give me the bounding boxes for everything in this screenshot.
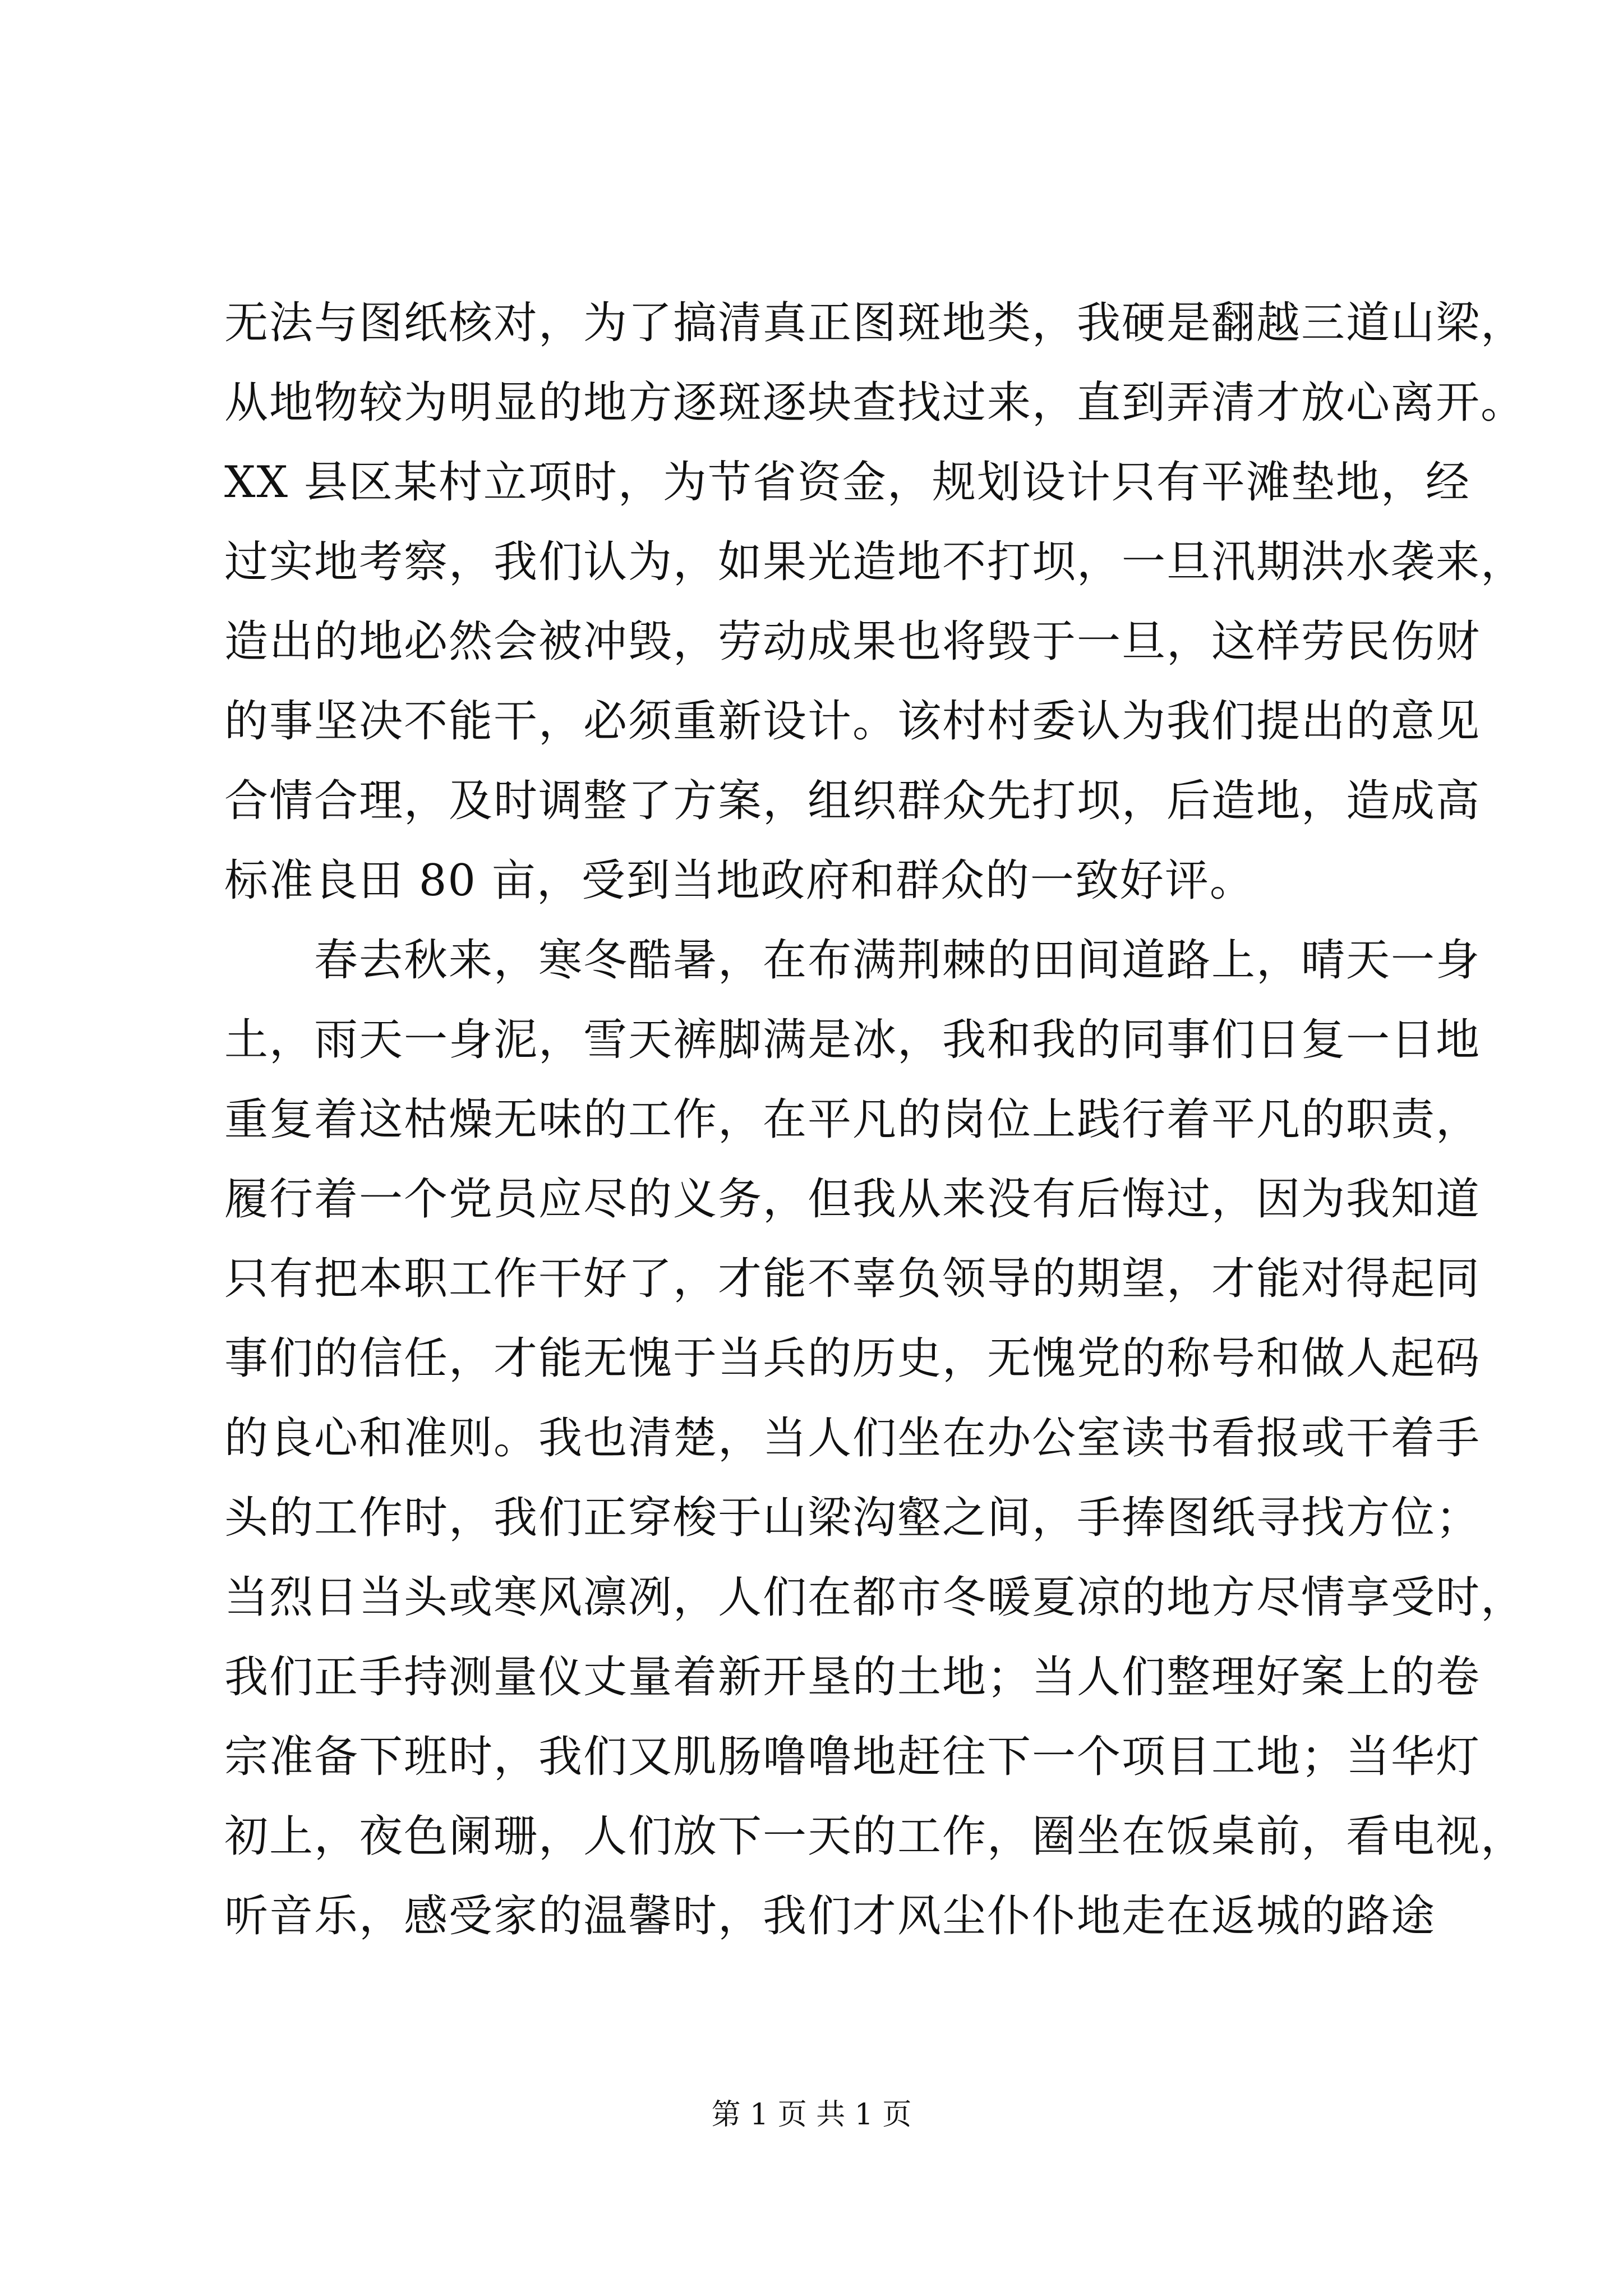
text-line: 听音乐，感受家的温馨时，我们才风尘仆仆地走在返城的路途 xyxy=(224,1891,1436,1941)
text-line: 我们正手持测量仪丈量着新开垦的土地；当人们整理好案上的卷 xyxy=(224,1652,1481,1703)
text-line: 的良心和准则。我也清楚，当人们坐在办公室读书看报或干着手 xyxy=(224,1413,1481,1464)
text-line: 从地物较为明显的地方逐斑逐块查找过来，直到弄清才放心离开。 xyxy=(224,378,1526,428)
text-line: 重复着这枯燥无味的工作，在平凡的岗位上践行着平凡的职责， xyxy=(224,1094,1481,1145)
text-line: 事们的信任，才能无愧于当兵的历史，无愧党的称号和做人起码 xyxy=(224,1333,1481,1384)
text-line: 春去秋来，寒冬酷暑，在布满荆棘的田间道路上，晴天一身 xyxy=(314,935,1481,986)
text-line: 标准良田 80 亩，受到当地政府和群众的一致好评。 xyxy=(224,855,1255,906)
body-text xyxy=(224,283,1526,1956)
text-line: 过实地考察，我们认为，如果光造地不打坝，一旦汛期洪水袭来， xyxy=(224,537,1526,587)
text-line: 无法与图纸核对，为了搞清真正图斑地类，我硬是翻越三道山梁， xyxy=(224,298,1526,348)
text-line: 履行着一个党员应尽的义务，但我从来没有后悔过，因为我知道 xyxy=(224,1174,1481,1225)
text-line: 宗准备下班时，我们又肌肠噜噜地赶往下一个项目工地；当华灯 xyxy=(224,1732,1481,1782)
text-line: XX 县区某村立项时，为节省资金，规划设计只有平滩垫地，经 xyxy=(224,457,1470,508)
text-line: 土，雨天一身泥，雪天裤脚满是冰，我和我的同事们日复一日地 xyxy=(224,1015,1481,1065)
text-line: 初上，夜色阑珊，人们放下一天的工作，圈坐在饭桌前，看电视， xyxy=(224,1811,1526,1862)
text-line: 造出的地必然会被冲毁，劳动成果也将毁于一旦，这样劳民伤财 xyxy=(224,616,1481,667)
page-footer xyxy=(0,2095,1623,2134)
text-line: 只有把本职工作干好了，才能不辜负领导的期望，才能对得起同 xyxy=(224,1254,1481,1304)
page-number: 第 1 页 共 1 页 xyxy=(711,2098,912,2132)
text-line: 头的工作时，我们正穿梭于山梁沟壑之间，手捧图纸寻找方位； xyxy=(224,1493,1481,1543)
text-line: 的事坚决不能干，必须重新设计。该村村委认为我们提出的意见 xyxy=(224,696,1481,747)
text-line: 当烈日当头或寒风凛冽，人们在都市冬暖夏凉的地方尽情享受时， xyxy=(224,1572,1526,1623)
text-line: 合情合理，及时调整了方案，组织群众先打坝，后造地，造成高 xyxy=(224,776,1481,826)
